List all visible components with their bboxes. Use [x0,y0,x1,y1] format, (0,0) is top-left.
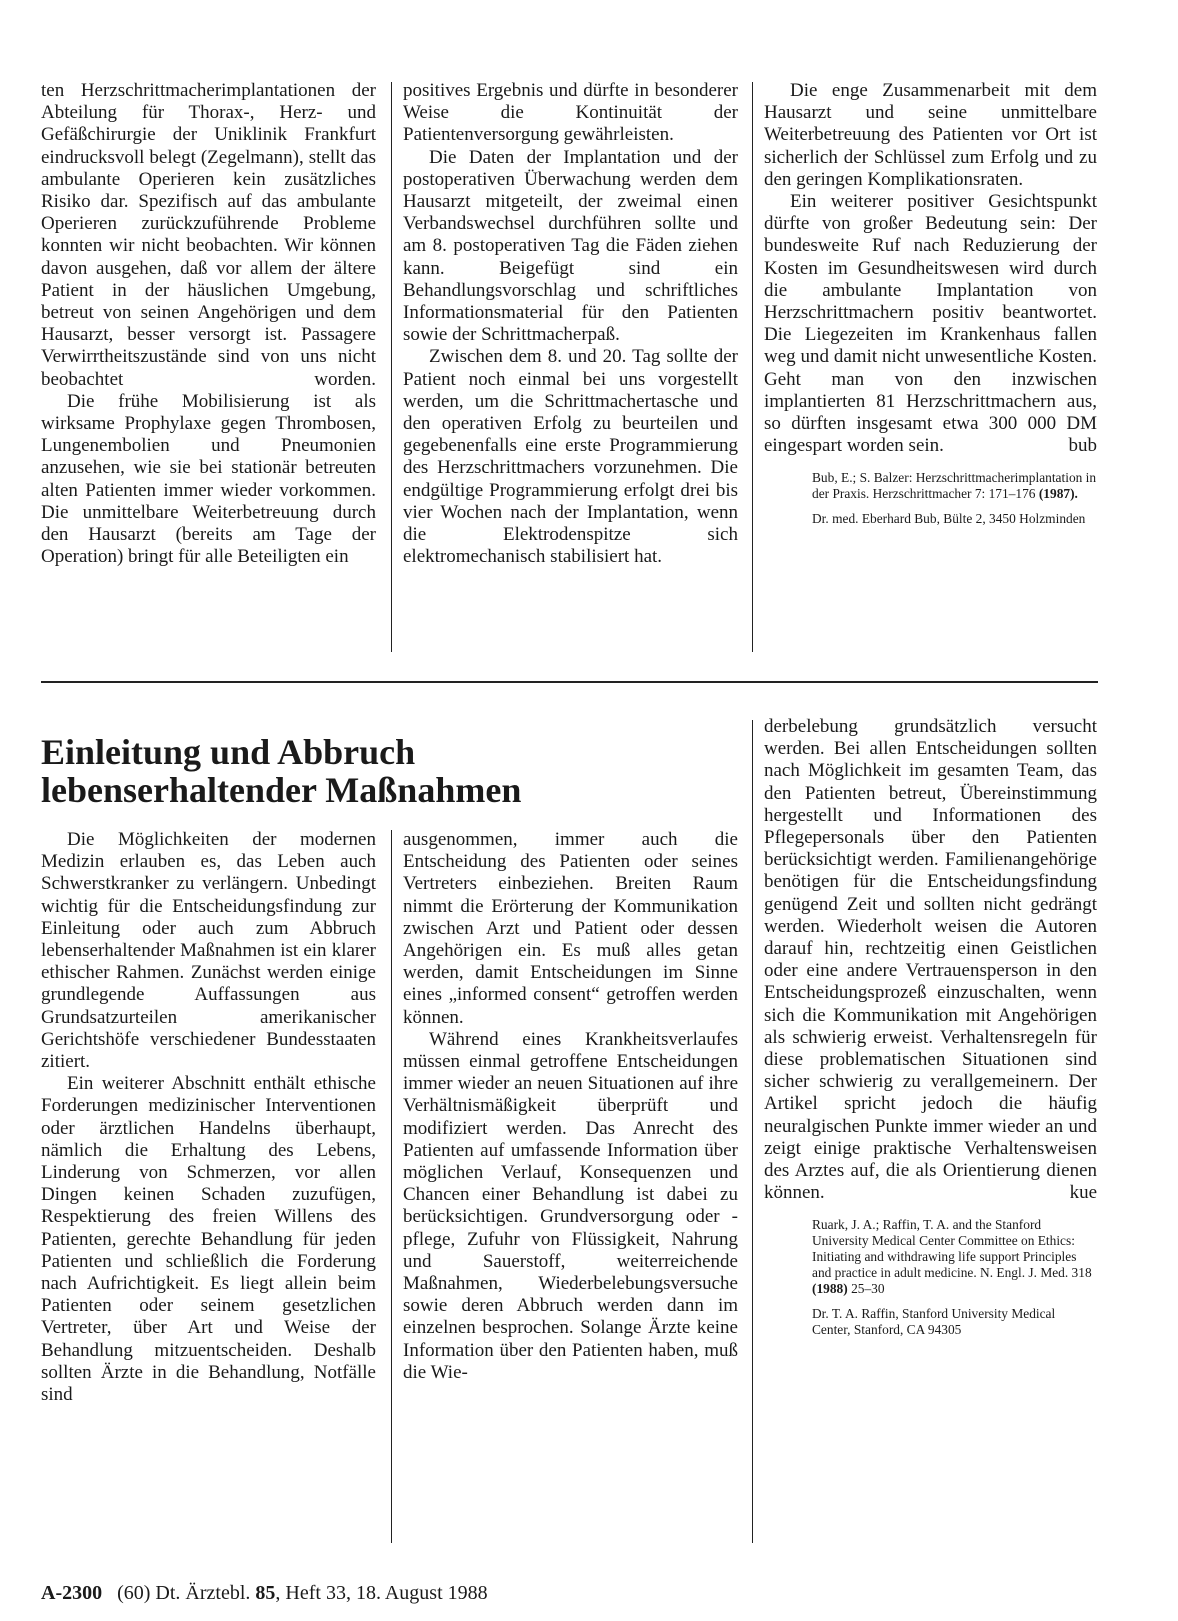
column-divider [391,82,392,652]
author-address: Dr. med. Eberhard Bub, Bülte 2, 3450 Holzminden [812,510,1086,526]
paragraph: ten Herzschrittmacherimplantationen der Abteilung für Thorax-, Herz- und Gefäßchirurgie der Uniklinik Frankfurt eindrucksvoll belegt (Zegelmann), stellt das ambulante Operieren kein zusätzliches Risiko dar. Spezifisch auf das ambulante Operieren zurückzuführende Probleme konnten wir nicht beobachten. Wir können davon ausgehen, daß vor allem der ältere Patient in der häuslichen Umgebung, betreut von seinen Angehörigen und dem Hausarzt, besser versorgt ist. Passagere Verwirrtheitszustände sind von uns nicht beobachtet worden. [41,80,376,390]
article-column-2 [403,829,738,1384]
title-line-2: lebenserhaltender Maßnahmen [41,770,522,810]
reference-text: Ruark, J. A.; Raffin, T. A. and the Stanford University Medical Center Committee on Ethics: Initiating and withdrawing life support Principles and practice in adult medicine. N. Engl. J. Med. 318 [812,1216,1092,1280]
journal-issue: (60) Dt. Ärztebl. [117,1582,251,1604]
page-number: A-2300 [41,1582,103,1604]
reference [764,1217,1097,1297]
top-column-2 [403,80,738,568]
top-column-3 [764,80,1097,527]
paragraph: Zwischen dem 8. und 20. Tag sollte der Patient noch einmal bei uns vorgestellt werden, um die Schrittmachertasche und den operativen Erfolg zu beurteilen und gegebenenfalls eine erste Programmierung des Herzschrittmachers vorzunehmen. Die endgültige Programmierung erfolgt drei bis vier Wochen nach der Implantation, wenn die Elektrodenspitze sich elektromechanisch stabilisiert hat. [403,346,738,568]
column-divider [752,720,753,1543]
paragraph: Ein weiterer Abschnitt enthält ethische Forderungen medizinischer Interventionen oder ärztlichen Handelns überhaupt, nämlich die Erhaltung des Lebens, Linderung von Schmerzen, vor allen Dingen keinen Schaden zuzufügen, Respektierung des freien Willens des Patienten, gerechte Behandlung für jeden Patienten und schließlich die Forderung nach Aufrichtigkeit. Es liegt allein beim Patienten oder seinem gesetzlichen Vertreter, über Art und Weise der Behandlung mitzuentscheiden. Deshalb sollten Ärzte in die Behandlung, Notfälle sind [41,1073,376,1406]
paragraph: Die enge Zusammenarbeit mit dem Hausarzt und seine unmittelbare Weiterbetreuung des Patienten vor Ort ist sicherlich der Schlüssel zum Erfolg und zu den geringen Komplikationsraten. [764,80,1097,190]
journal-date: , Heft 33, 18. August 1988 [275,1582,488,1604]
article-column-3 [764,716,1097,1338]
page-footer [41,1581,488,1605]
paragraph: Die Möglichkeiten der modernen Medizin erlauben es, das Leben auch Schwerstkranker zu verlängern. Unbedingt wichtig für die Entscheidungsfindung zur Einleitung oder auch zum Abbruch lebenserhaltender Maßnahmen ist ein klarer ethischer Rahmen. Zunächst werden einige grundlegende Auffassungen aus Grundsatzurteilen amerikanischer Gerichtshöfe verschiedener Bundesstaaten zitiert. [41,829,376,1073]
article-title [41,733,721,809]
column-divider [391,830,392,1543]
journal-volume: 85 [255,1582,276,1604]
reference-text: Bub, E.; S. Balzer: Herzschrittmacherimplantation in der Praxis. Herzschrittmacher 7: 171–176 [812,469,1097,501]
author-signature: kue [1069,1182,1097,1204]
author-address: Dr. T. A. Raffin, Stanford University Medical Center, Stanford, CA 94305 [812,1305,1056,1337]
reference-year: (1987). [1038,485,1078,501]
section-divider [41,681,1098,683]
paragraph: Die frühe Mobilisierung ist als wirksame Prophylaxe gegen Thrombosen, Lungenembolien und Pneumonien anzusehen, wie sie bei stationär betreuten alten Patienten immer wieder vorkommen. Die unmittelbare Weiterbetreuung durch den Hausarzt (bereits am Tage der Operation) bringt für alle Beteiligten ein [41,390,376,568]
paragraph: positives Ergebnis und dürfte in besonderer Weise die Kontinuität der Patientenversorgung gewährleisten. [403,80,738,146]
reference [764,470,1097,502]
paragraph: Die Daten der Implantation und der postoperativen Überwachung werden dem Hausarzt mitgeteilt, der zweimal einen Verbandswechsel durchführen sollte und am 8. postoperativen Tag die Fäden ziehen kann. Beigefügt sind ein Behandlungsvorschlag und schriftliches Informationsmaterial für den Patienten sowie der Schrittmacherpaß. [403,146,738,346]
reference-year: (1988) [812,1280,848,1296]
reference-pages: 25–30 [851,1280,885,1296]
paragraph: ausgenommen, immer auch die Entscheidung des Patienten oder seines Vertreters einbeziehen. Breiten Raum nimmt die Erörterung der Kommunikation zwischen Arzt und Patient oder dessen Angehörigen ein. Es muß alles getan werden, damit Entscheidungen im Sinne eines „informed consent“ getroffen werden können. [403,829,738,1028]
paragraph: Ein weiterer positiver Gesichtspunkt dürfte von großer Bedeutung sein: Der bundesweite Ruf nach Reduzierung der Kosten im Gesundheitswesen wird durch die ambulante Implantation von Herzschrittmachern positiv beantwortet. Die Liegezeiten im Krankenhaus fallen weg und damit nicht unwesentliche Kosten. Geht man von den inzwischen implantierten 81 Herzschrittmachern aus, so dürften insgesamt etwa 300 000 DM eingespart worden sein. [764,191,1097,457]
paragraph: Während eines Krankheitsverlaufes müssen einmal getroffene Entscheidungen immer wieder an neuen Situationen auf ihre Verhältnismäßigkeit überprüft und modifiziert werden. Das Anrecht des Patienten auf umfassende Information über möglichen Verlauf, Konsequenzen und Chancen einer Behandlung ist dabei zu berücksichtigen. Grundversorgung oder -pflege, Zufuhr von Flüssigkeit, Nahrung und Sauerstoff, weiterreichende Maßnahmen, Wiederbelebungsversuche sowie deren Abbruch werden dann im einzelnen besprochen. Solange Ärzte keine Information über den Patienten haben, muß die Wie- [403,1028,738,1383]
author-signature: bub [1068,435,1097,457]
top-column-1 [41,80,376,568]
column-divider [752,82,753,652]
article-column-1 [41,829,376,1406]
title-line-1: Einleitung und Abbruch [41,732,416,772]
paragraph: derbelebung grundsätzlich versucht werden. Bei allen Entscheidungen sollten nach Möglichkeit im gesamten Team, das den Patienten betreut, Übereinstimmung hergestellt und Informationen des Pflegepersonals über den Patienten berücksichtigt werden. Familienangehörige benötigen für die Entscheidungsfindung genügend Zeit und sollten nicht gedrängt werden. Wiederholt weisen die Autoren darauf hin, rechtzeitig einen Geistlichen oder eine andere Vertrauensperson in den Entscheidungsprozeß einzuschalten, wenn sich die Kommunikation mit Angehörigen als schwierig erweist. Verhaltensregeln für diese problematischen Situationen sind sicher schwierig zu verallgemeinern. Der Artikel spricht jedoch die häufig neuralgischen Punkte immer wieder an und zeigt einige praktische Verhaltensweisen des Arztes auf, die als Orientierung dienen können. [764,716,1097,1204]
